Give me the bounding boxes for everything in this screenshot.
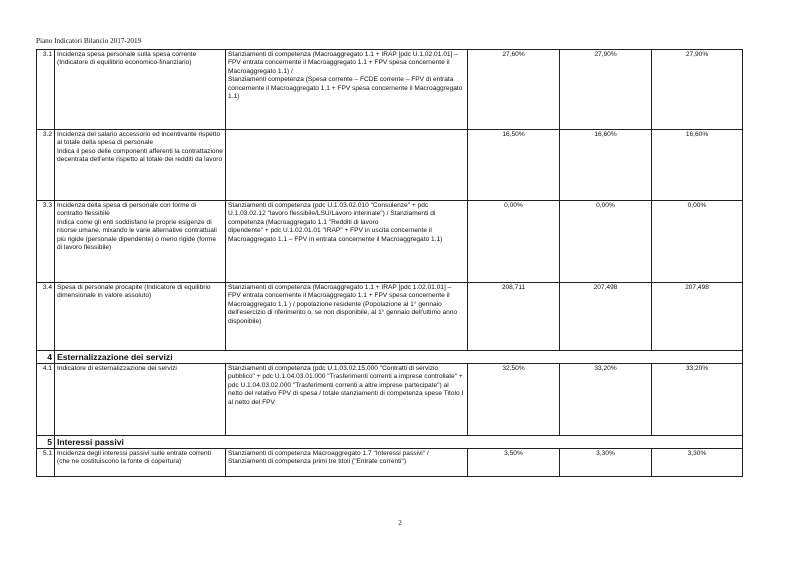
value-2017: 0,00% (468, 201, 560, 283)
value-2017: 27,60% (468, 50, 560, 130)
section-number: 5 (37, 436, 55, 449)
indicator-formula (226, 130, 468, 201)
value-2018: 16,60% (560, 130, 652, 201)
value-2019: 27,90% (652, 50, 743, 130)
indicator-formula: Stanziamenti di competenza (pdc U.1.03.02.010 "Consulenze" + pdc U.1.03.02.12 "lavoro flessibile/LSU/Lavoro interinale") / Stanziamenti di competenza (Macroaggregato 1.1 "Redditi di lavoro dipendente" + pdc U.1.02.01.01 "IRAP" + FPV in uscita concernente il Macroaggregato 1.1 – FPV in entrata concernente il Macroaggregato 1.1) (226, 201, 468, 283)
indicator-number: 5.1 (37, 449, 55, 477)
value-2018: 27,90% (560, 50, 652, 130)
section-header (37, 436, 743, 449)
value-2019: 16,60% (652, 130, 743, 201)
indicator-formula: Stanziamenti di competenza (pdc U.1.03.02.15.000 "Contratti di servizio pubblico" + pdc U.1.04.03.01.000 "Trasferimenti correnti a imprese controllate" + pdc U.1.04.03.02.000 "Trasferimenti correnti a altre imprese partecipate") al netto del relativo FPV di spesa / totale stanziamenti di competenza spese Titolo I al netto del FPV (226, 364, 468, 436)
table-row (37, 364, 743, 436)
indicator-number: 3.1 (37, 50, 55, 130)
indicator-formula: Stanziamenti di competenza (Macroaggregato 1.1 + IRAP [pdc U.1.02.01.01] – FPV entrata concernente il Macroaggregato 1.1 + FPV spesa concernente il Macroaggregato 1.1) / Stanziamenti competenza (Spesa corrente – FCDE corrente – FPV di entrata concernente il Macroaggregato 1.1 + FPV spesa concernente il Macroaggregato 1.1) (226, 50, 468, 130)
indicator-number: 3.4 (37, 283, 55, 351)
table-row (37, 449, 743, 477)
value-2019: 33,20% (652, 364, 743, 436)
indicator-description: Incidenza della spesa di personale con forme di contratto flessibile Indica come gli enti soddisfano le proprie esigenze di risorse umane, mixando le varie alternative contrattuali più rigide (personale dipendente) o meno rigide (forme di lavoro flessibile) (55, 201, 226, 283)
value-2018: 0,00% (560, 201, 652, 283)
indicator-description: Indicatore di esternalizzazione dei servizi (55, 364, 226, 436)
value-2018: 3,30% (560, 449, 652, 477)
value-2019: 0,00% (652, 201, 743, 283)
indicator-description: Incidenza spesa personale sulla spesa corrente (Indicatore di equilibrio economico-finanziario) (55, 50, 226, 130)
value-2019: 207,498 (652, 283, 743, 351)
indicator-number: 4.1 (37, 364, 55, 436)
section-title: Esternalizzazione dei servizi (55, 351, 743, 364)
value-2018: 33,20% (560, 364, 652, 436)
value-2019: 3,30% (652, 449, 743, 477)
indicator-formula: Stanziamenti di competenza Macroaggregato 1.7 "Interessi passivi" / Stanziamenti di competenza primi tre titoli ("Entrate correnti") (226, 449, 468, 477)
value-2017: 3,50% (468, 449, 560, 477)
indicator-description: Incidenza degli interessi passivi sulle entrate correnti (che ne costituiscono la fonte di copertura) (55, 449, 226, 477)
indicator-formula: Stanziamenti di competenza (Macroaggregato 1.1 + IRAP [pdc 1.02.01.01] – FPV entrata concernente il Macroaggregato 1.1 + FPV spesa concernente il Macroaggregato 1.1 ) / popolazione residente (Popolazione al 1° gennaio dell'esercizio di riferimento o, se non disponibile, al 1° gennaio dell'ultimo anno disponibile) (226, 283, 468, 351)
value-2017: 16,50% (468, 130, 560, 201)
page-number: 2 (398, 519, 402, 527)
indicators-table (36, 49, 743, 477)
table-row (37, 201, 743, 283)
table-row (37, 50, 743, 130)
indicator-description: Spesa di personale procapite (Indicatore di equilibrio dimensionale in valore assoluto) (55, 283, 226, 351)
section-header (37, 351, 743, 364)
value-2017: 208,711 (468, 283, 560, 351)
table-row (37, 130, 743, 201)
section-title: Interessi passivi (55, 436, 743, 449)
value-2018: 207,498 (560, 283, 652, 351)
table-row (37, 283, 743, 351)
indicator-number: 3.2 (37, 130, 55, 201)
indicator-description: Incidenza del salario accessorio ed incentivante rispetto al totale della spesa di personale Indica il peso delle componenti afferenti la contrattazione decentrata dell'ente rispetto al totale dei redditi da lavoro (55, 130, 226, 201)
section-number: 4 (37, 351, 55, 364)
value-2017: 32,50% (468, 364, 560, 436)
indicator-number: 3.3 (37, 201, 55, 283)
page-header: Piano Indicatori Bilancio 2017-2019 (36, 37, 142, 45)
